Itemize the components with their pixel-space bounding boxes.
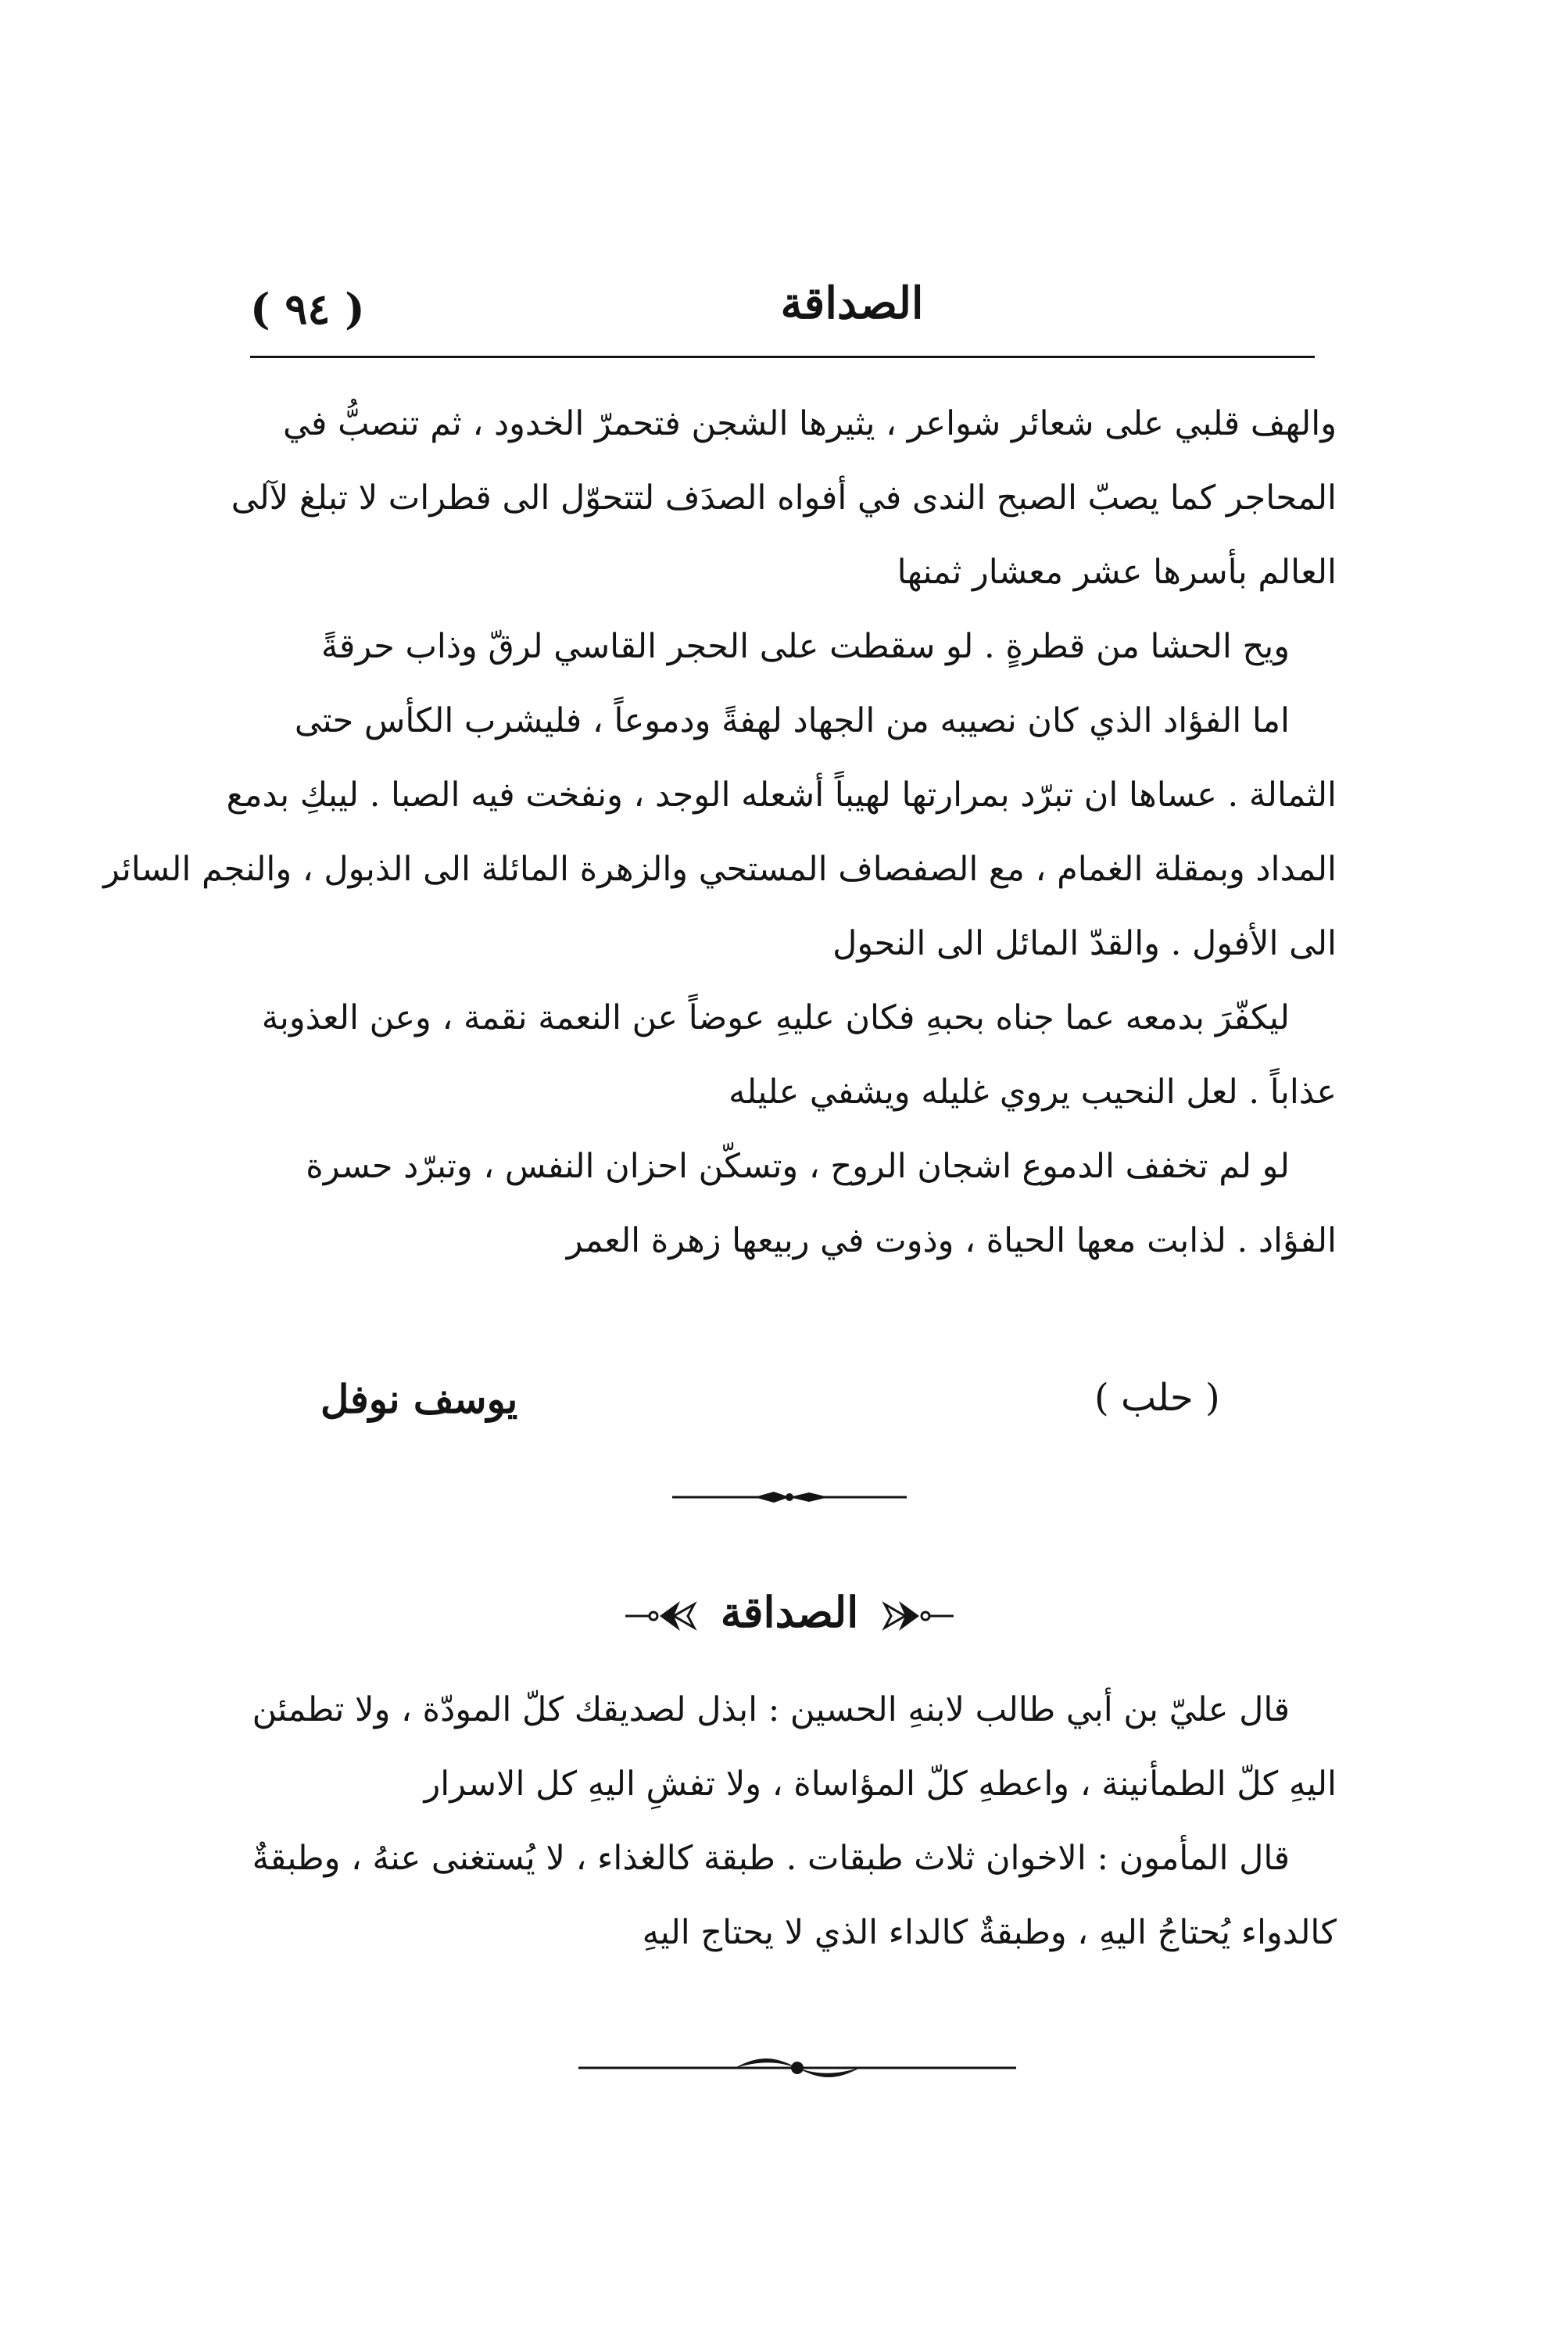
text-line: اما الفؤاد الذي كان نصيبه من الجهاد لهفةً ودموعاً ، فليشرب الكأس حتى <box>294 701 1290 740</box>
running-title: الصداقة <box>780 278 924 329</box>
flourish-icon <box>883 1596 954 1636</box>
text-line: اليهِ كلّ الطمأنينة ، واعطهِ كلّ المؤاساة ، ولا تفشِ اليهِ كل الاسرار <box>424 1765 1337 1804</box>
place-name: ( حلب ) <box>1094 1376 1220 1420</box>
section-heading <box>594 1587 985 1650</box>
section-body <box>250 1673 1337 1970</box>
text-line: المحاجر كما يصبّ الصبح الندى في أفواه الصدَف لتتحوّل الى قطرات لا تبلغ لآلى <box>231 478 1337 518</box>
end-ornament <box>578 2052 1016 2084</box>
text-line: عذاباً . لعل النحيب يروي غليله ويشفي عليله <box>729 1073 1337 1112</box>
signature-row <box>250 1376 1337 1439</box>
text-line: الفؤاد . لذابت معها الحياة ، وذوت في ربيعها زهرة العمر <box>566 1221 1337 1260</box>
text-line: المداد وبمقلة الغمام ، مع الصفصاف المستحي والزهرة المائلة الى الذبول ، والنجم السائر <box>103 850 1337 889</box>
page-number: ( ٩٤ ) <box>250 284 365 334</box>
divider-ornament <box>672 1485 907 1509</box>
text-line: كالدواء يُحتاجُ اليهِ ، وطبقةٌ كالداء الذي لا يحتاج اليهِ <box>642 1913 1337 1952</box>
author-signature: يوسف نوفل <box>320 1376 518 1422</box>
article-body <box>103 387 1337 1278</box>
header-rule <box>250 356 1315 358</box>
section-title: الصداقة <box>720 1587 859 1637</box>
text-line: العالم بأسرها عشر معشار ثمنها <box>897 553 1337 592</box>
text-line: ويح الحشا من قطرةٍ . لو سقطت على الحجر القاسي لرقّ وذاب حرقةً <box>320 627 1290 666</box>
text-line: ليكفّرَ بدمعه عما جناه بحبهِ فكان عليهِ عوضاً عن النعمة نقمة ، وعن العذوبة <box>261 998 1290 1037</box>
text-line: والهف قلبي على شعائر شواعر ، يثيرها الشجن فتحمرّ الخدود ، ثم تنصبُّ في <box>283 404 1337 443</box>
text-line: قال عليّ بن أبي طالب لابنهِ الحسين : ابذل لصديقك كلّ المودّة ، ولا تطمئن <box>252 1690 1290 1729</box>
text-line: الى الأفول . والقدّ المائل الى النحول <box>832 924 1337 963</box>
text-line: قال المأمون : الاخوان ثلاث طبقات . طبقة كالغذاء ، لا يُستغنى عنهُ ، وطبقةٌ <box>252 1839 1290 1878</box>
text-line: لو لم تخفف الدموع اشجان الروح ، وتسكّن احزان النفس ، وتبرّد حسرة <box>306 1147 1290 1186</box>
text-line: الثمالة . عساها ان تبرّد بمرارتها لهيباً أشعله الوجد ، ونفخت فيه الصبا . ليبكِ بدمع <box>226 776 1337 815</box>
flourish-icon <box>625 1596 696 1636</box>
page-header <box>250 270 1313 348</box>
